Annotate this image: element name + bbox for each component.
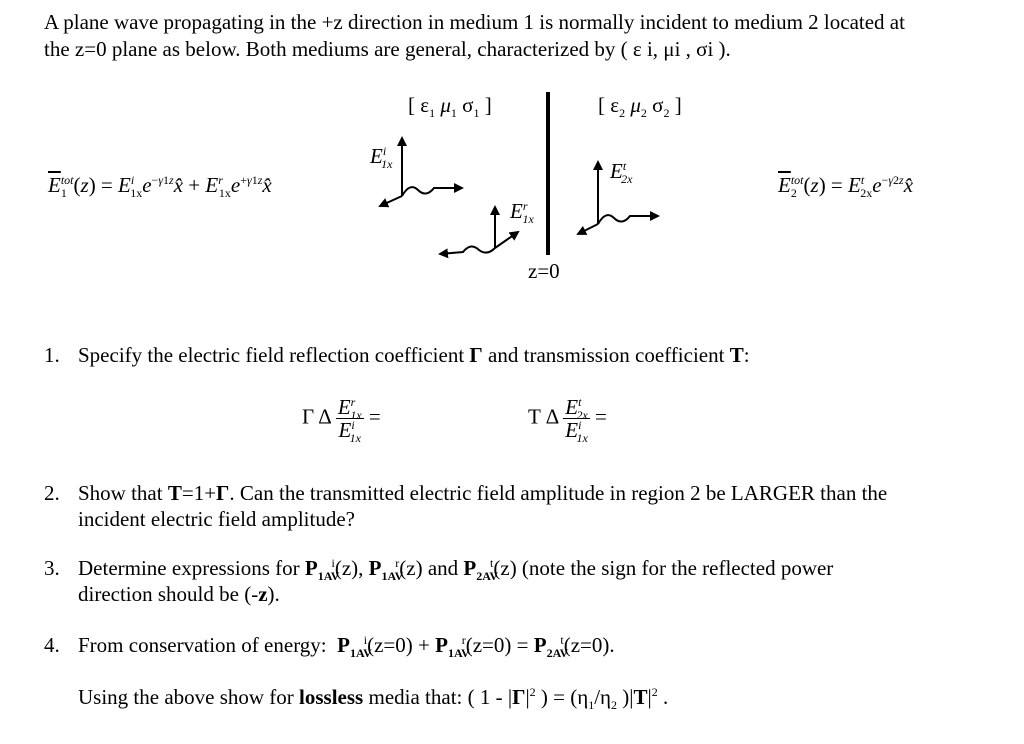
transmitted-label: $E^t_{2x}$	[610, 159, 633, 187]
q3-line-1: Determine expressions for $P_{1AV}^i(z)$, $P_{1AV}^r(z)$ and $P_{2AV}^t(z)$ (note the sign for the reflected power	[78, 556, 834, 584]
intro-line-1: A plane wave propagating in the +z direction in medium 1 is normally incident to medium 2 located at	[44, 10, 905, 34]
q2-line-1: Show that T=1+Γ. Can the transmitted electric field amplitude in region 2 be LARGER than the	[78, 481, 888, 505]
q4-number: 4.	[44, 633, 60, 657]
q2-line-2: incident electric field amplitude?	[78, 507, 355, 531]
q4-line-1: From conservation of energy: $P_{1AV}^i(z=0) + P_{1AV}^r(z=0) = P_{2AV}^t(z=0)$.	[78, 633, 615, 661]
e1-total-equation: $\overline{E}_1^{tot}(z)$ = $E^i_{1x}e^{-\gamma 1z}x̂$ + $E^r_{1x}e^{+\gamma 1z}x̂$	[48, 173, 272, 201]
reflected-wave	[440, 207, 518, 254]
e2-total-equation: $\overline{E}_2^{tot}(z)$ = $E^t_{2x}e^{-\gamma 2z}x̂$	[778, 173, 914, 201]
q1-number: 1.	[44, 343, 60, 367]
intro-line-2: the z=0 plane as below. Both mediums are general, characterized by ( ε i, μi , σi ).	[44, 37, 731, 61]
q4-line-2: Using the above show for lossless media that: ( $1 - |\Gamma|^2$ ) = ($\eta_1/\eta_2$ )$|T|^2$ .	[78, 685, 669, 713]
boundary-label: z=0	[528, 259, 560, 283]
medium2-params: [ $\varepsilon_2$ $\mu_2$ $\sigma_2$ ]	[598, 93, 682, 121]
incident-label: $E^i_{1x}$	[370, 144, 393, 172]
q3-number: 3.	[44, 556, 60, 580]
medium1-params: [ $\varepsilon_1$ $\mu_1$ $\sigma_1$ ]	[408, 93, 492, 121]
gamma-definition: Γ Δ $\frac{E^r_{1x}}{E^i_{1x}}$ =	[302, 395, 381, 446]
q1-text: Specify the electric field reflection coefficient Γ and transmission coefficient T:	[78, 343, 750, 367]
q3-line-2: direction should be (-z).	[78, 582, 280, 606]
q2-number: 2.	[44, 481, 60, 505]
reflected-label: $E^r_{1x}$	[510, 199, 534, 227]
t-definition: T Δ $\frac{E^t_{2x}}{E^i_{1x}}$ =	[528, 395, 607, 446]
